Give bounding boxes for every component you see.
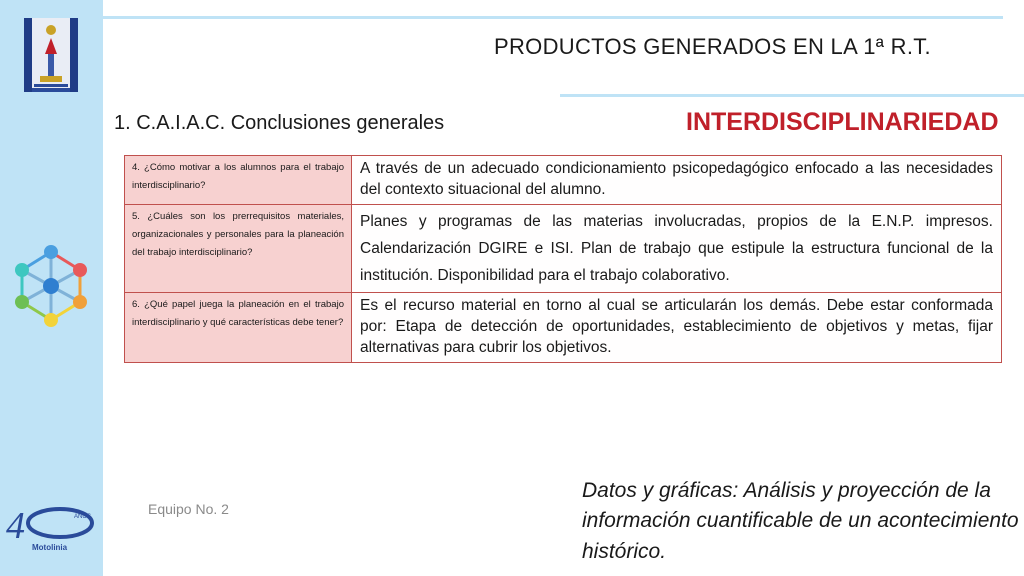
svg-text:Motolinia: Motolinia (32, 543, 68, 552)
page-title: PRODUCTOS GENERADOS EN LA 1ª R.T. (494, 34, 931, 59)
conclusions-table (124, 155, 1002, 363)
answer-cell: Planes y programas de las materias involucradas, propios de la E.N.P. impresos. Calendarización DGIRE e ISI. Plan de trabajo que estipule la estructura funcional de la institución. Disponibilidad para el trabajo colaborativo. (352, 204, 1002, 292)
topic-badge: INTERDISCIPLINARIEDAD (686, 108, 999, 136)
table-row (125, 204, 1002, 292)
answer-cell: Es el recurso material en torno al cual se articularán los demás. Debe estar conformada por: Etapa de detección de oportunidades, establecimiento de objetivos y metas, fijar alternativas para cubrir los objetivos. (352, 293, 1002, 363)
table-row (125, 156, 1002, 205)
interdisciplinary-network-icon (10, 244, 92, 328)
svg-text:AÑOS: AÑOS (74, 514, 92, 520)
school-shield-logo (22, 14, 80, 96)
svg-text:4: 4 (6, 505, 25, 547)
question-cell: 6. ¿Qué papel juega la planeación en el trabajo interdisciplinario y qué características debe tener? (125, 293, 352, 363)
question-cell: 4. ¿Cómo motivar a los alumnos para el trabajo interdisciplinario? (125, 156, 352, 205)
table-row (125, 293, 1002, 363)
section-subtitle: 1. C.A.I.A.C. Conclusiones generales (114, 112, 445, 134)
top-divider (103, 16, 1003, 19)
title-divider (560, 94, 1024, 97)
question-cell: 5. ¿Cuáles son los prerrequisitos materiales, organizacionales y personales para la planeación del trabajo interdisciplinario? (125, 204, 352, 292)
anniversary-logo (2, 498, 102, 558)
team-label: Equipo No. 2 (148, 501, 229, 517)
answer-cell: A través de un adecuado condicionamiento psicopedagógico enfocado a las necesidades del contexto situacional del alumno. (352, 156, 1002, 205)
data-note: Datos y gráficas: Análisis y proyección de la información cuantificable de un acontecimiento histórico. (582, 479, 1019, 563)
